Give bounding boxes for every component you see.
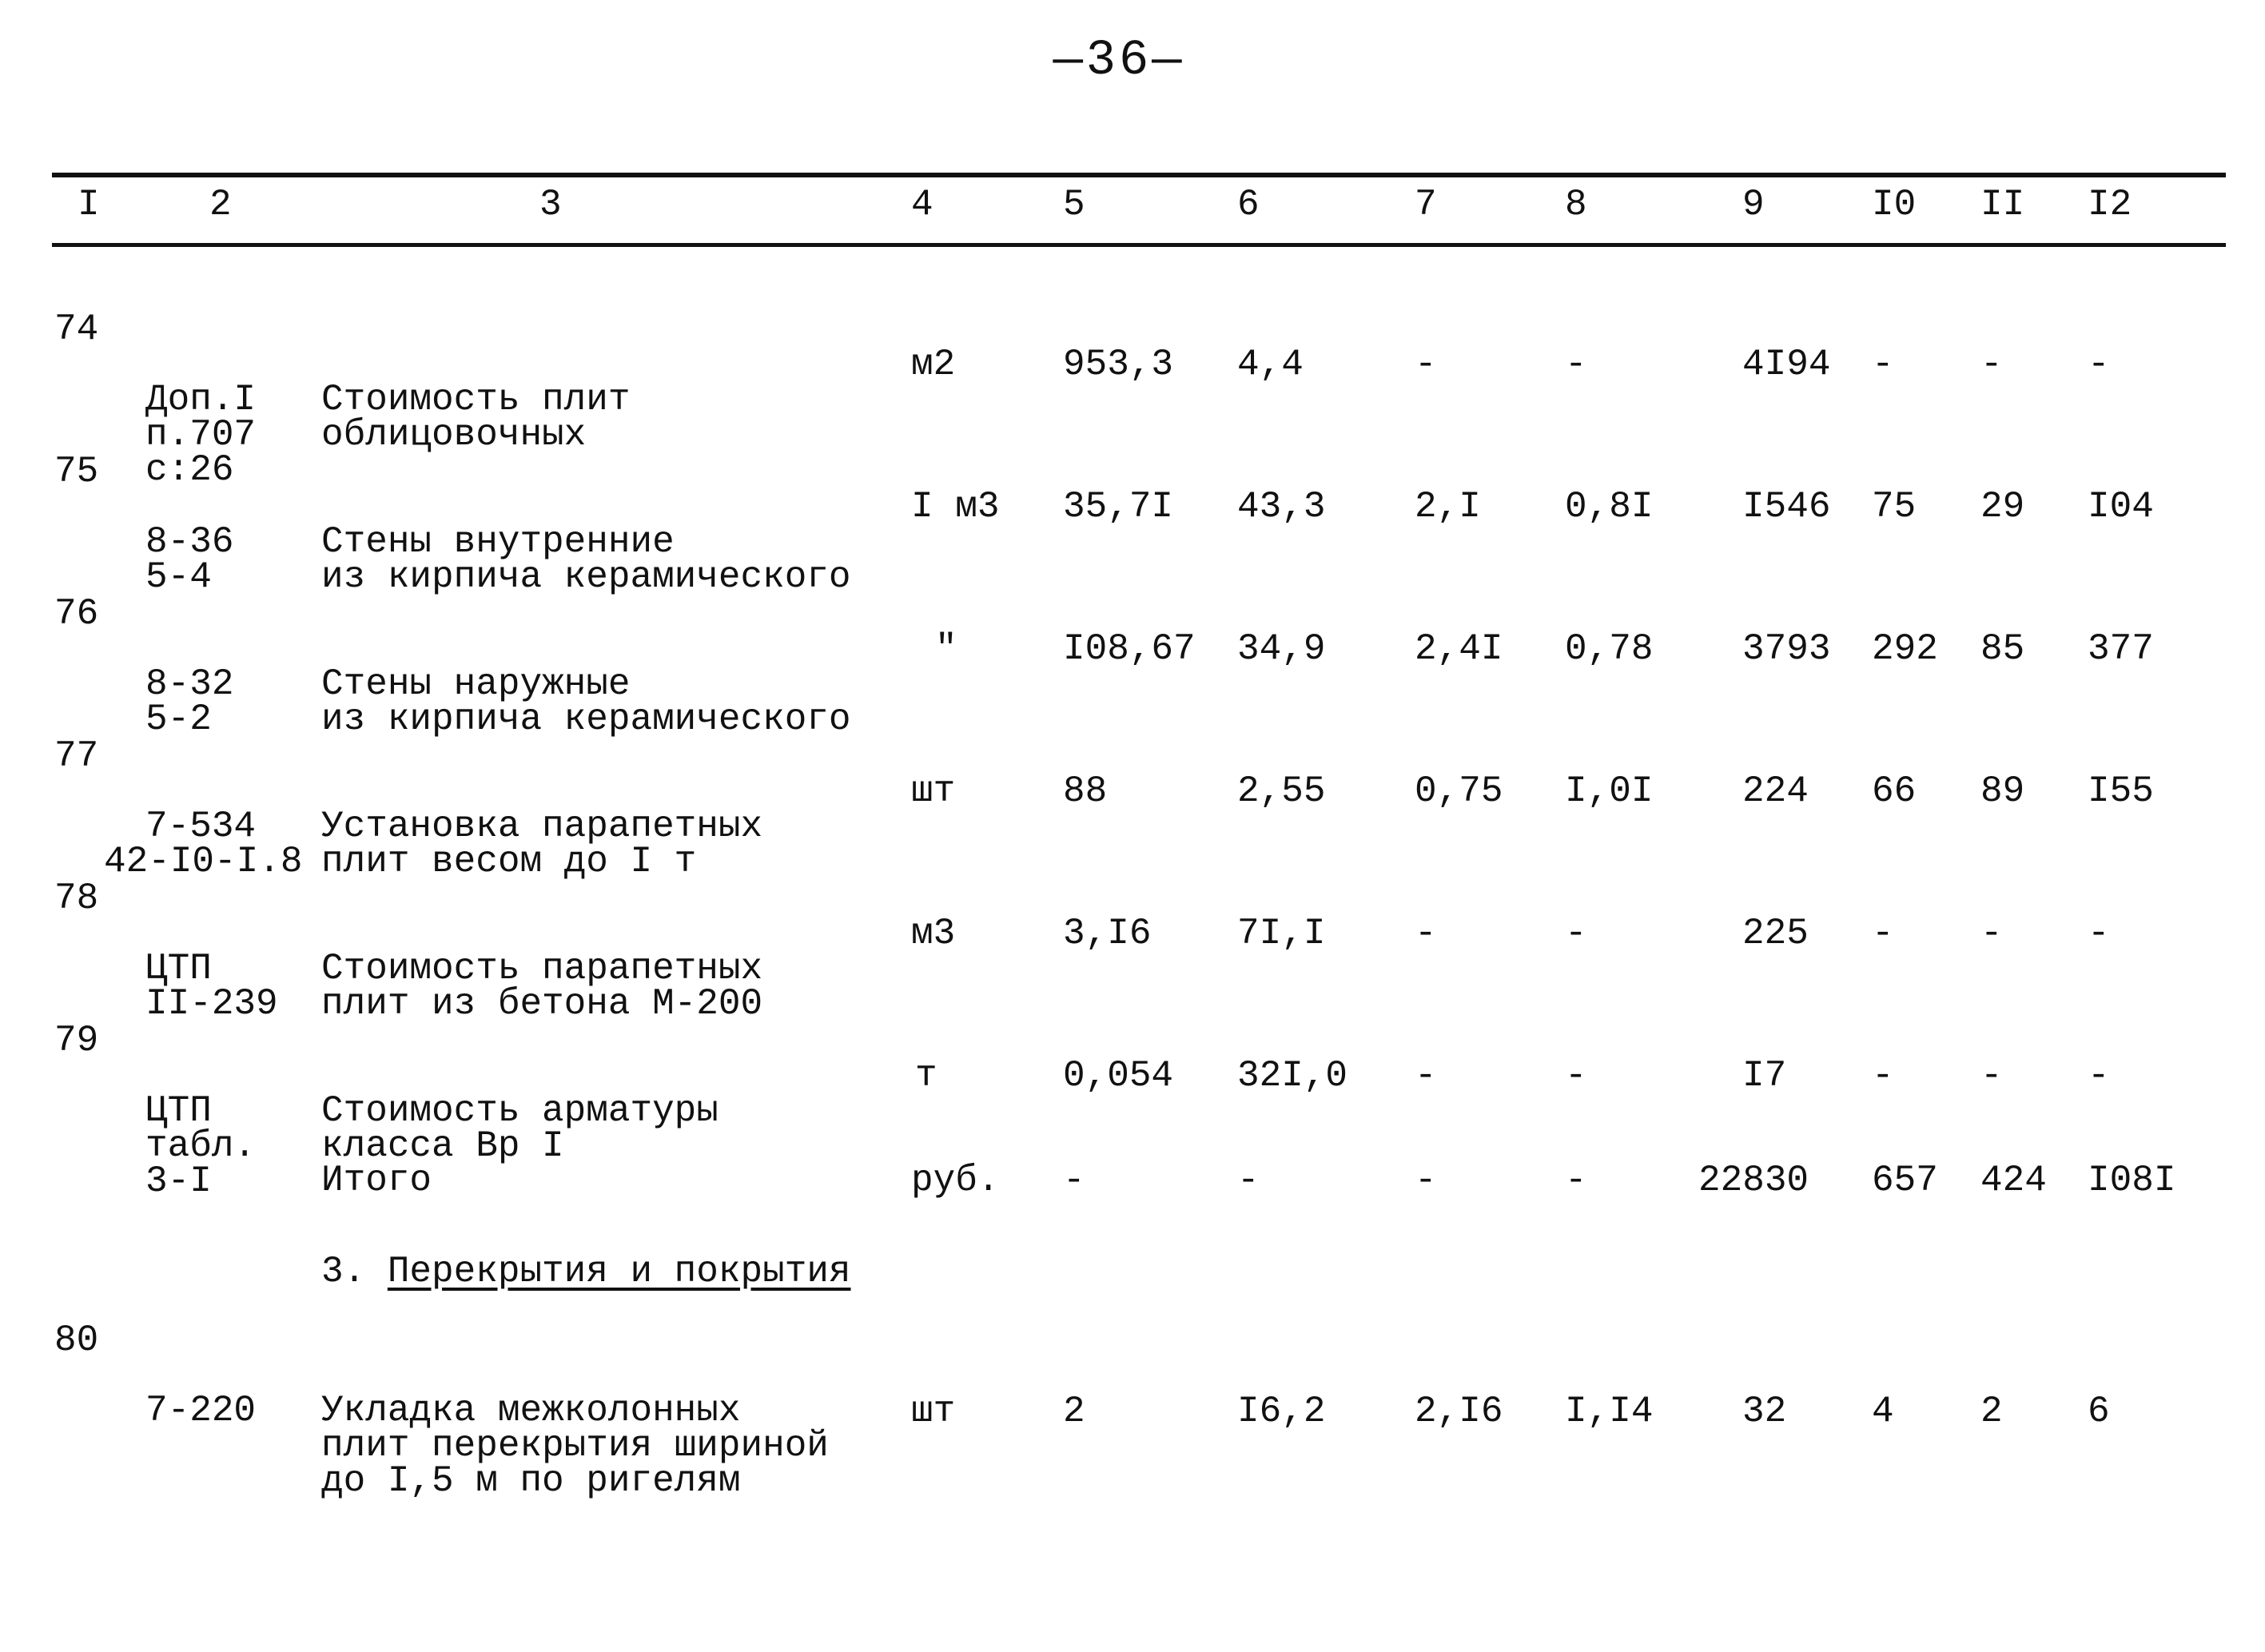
column-header-4: 4 <box>911 184 933 225</box>
column-header-8: 8 <box>1565 184 1587 225</box>
row-78-col8: - <box>1565 913 1587 954</box>
column-header-7: 7 <box>1415 184 1437 225</box>
column-header-10: I0 <box>1872 184 1917 225</box>
row-78-col9: 225 <box>1742 913 1809 954</box>
table-top-rule <box>52 173 2226 177</box>
row-79-code: ЦТП табл. 3-I <box>145 1090 257 1202</box>
column-header-9: 9 <box>1742 184 1765 225</box>
row-80-col11: 2 <box>1980 1391 2003 1432</box>
row-80-col7: 2,I6 <box>1415 1391 1503 1432</box>
row-77-col7: 0,75 <box>1415 770 1503 812</box>
total-col9: 22830 <box>1698 1160 1809 1201</box>
row-79-col10: - <box>1872 1055 1894 1097</box>
total-col6: - <box>1237 1160 1260 1201</box>
row-75-unit: I м3 <box>911 486 1000 527</box>
total-col7: - <box>1415 1160 1437 1201</box>
row-75-col11: 29 <box>1980 486 2025 527</box>
row-74-col12: - <box>2088 344 2110 385</box>
row-76-col5: I08,67 <box>1063 628 1196 670</box>
row-80-unit: шт <box>911 1391 956 1432</box>
row-75-col9: I546 <box>1742 486 1831 527</box>
row-76-col11: 85 <box>1980 628 2025 670</box>
row-77-name: Установка парапетных плит весом до I т <box>321 806 763 882</box>
row-75-col10: 75 <box>1872 486 1917 527</box>
page-number: —36— <box>1053 32 1185 89</box>
table-header-rule <box>52 243 2226 247</box>
row-80-col6: I6,2 <box>1237 1391 1326 1432</box>
row-79-col11: - <box>1980 1055 2003 1097</box>
row-75-col12: I04 <box>2088 486 2154 527</box>
row-74-col9: 4I94 <box>1742 344 1831 385</box>
row-76-unit: " <box>935 628 957 670</box>
row-74-col6: 4,4 <box>1237 344 1304 385</box>
row-80-col9: 32 <box>1742 1391 1787 1432</box>
row-75-name: Стены внутренние из кирпича керамического <box>321 521 851 598</box>
row-78-name: Стоимость парапетных плит из бетона М-200 <box>321 948 763 1025</box>
row-76-number: 76 <box>54 593 99 635</box>
row-74-col8: - <box>1565 344 1587 385</box>
section-number: 3. <box>321 1251 366 1292</box>
row-77-code: 7-534 42-I0-I.8 <box>104 806 303 882</box>
row-77-col6: 2,55 <box>1237 770 1326 812</box>
total-unit: руб. <box>911 1160 1000 1201</box>
row-77-number: 77 <box>54 735 99 777</box>
row-77-col10: 66 <box>1872 770 1917 812</box>
section-title-text: Перекрытия и покрытия <box>387 1251 851 1292</box>
row-74-col5: 953,3 <box>1063 344 1174 385</box>
row-75-number: 75 <box>54 451 99 492</box>
row-75-col7: 2,I <box>1415 486 1481 527</box>
row-78-number: 78 <box>54 878 99 919</box>
row-80-col12: 6 <box>2088 1391 2110 1432</box>
row-76-col6: 34,9 <box>1237 628 1326 670</box>
row-77-col9: 224 <box>1742 770 1809 812</box>
total-col12: I08I <box>2088 1160 2176 1201</box>
total-col8: - <box>1565 1160 1587 1201</box>
row-78-col6: 7I,I <box>1237 913 1326 954</box>
column-header-2: 2 <box>209 184 232 225</box>
row-79-col9: I7 <box>1742 1055 1787 1097</box>
row-74-name: Стоимость плит облицовочных <box>321 379 631 456</box>
row-77-unit: шт <box>911 770 956 812</box>
row-76-col12: 377 <box>2088 628 2154 670</box>
row-75-col6: 43,3 <box>1237 486 1326 527</box>
total-col5: - <box>1063 1160 1085 1201</box>
row-80-name: Укладка межколонных плит перекрытия шириной до I,5 м по ригелям <box>321 1390 829 1502</box>
row-74-unit: м2 <box>911 344 956 385</box>
row-80-col5: 2 <box>1063 1391 1085 1432</box>
row-77-col12: I55 <box>2088 770 2154 812</box>
row-79-col5: 0,054 <box>1063 1055 1174 1097</box>
row-77-col8: I,0I <box>1565 770 1654 812</box>
column-header-12: I2 <box>2088 184 2132 225</box>
row-74-col7: - <box>1415 344 1437 385</box>
row-76-name: Стены наружные из кирпича керамического <box>321 663 851 740</box>
total-label: Итого <box>321 1160 432 1201</box>
row-78-unit: м3 <box>911 913 956 954</box>
row-76-col7: 2,4I <box>1415 628 1503 670</box>
row-75-code: 8-36 5-4 <box>145 521 234 598</box>
row-79-col7: - <box>1415 1055 1437 1097</box>
column-header-1: I <box>78 184 100 225</box>
row-78-col5: 3,I6 <box>1063 913 1152 954</box>
row-80-number: 80 <box>54 1320 99 1361</box>
column-header-5: 5 <box>1063 184 1085 225</box>
row-77-col5: 88 <box>1063 770 1108 812</box>
row-79-col6: 32I,0 <box>1237 1055 1348 1097</box>
column-header-6: 6 <box>1237 184 1260 225</box>
row-75-col8: 0,8I <box>1565 486 1654 527</box>
row-78-col12: - <box>2088 913 2110 954</box>
row-74-col10: - <box>1872 344 1894 385</box>
row-74-number: 74 <box>54 309 99 350</box>
row-76-col9: 3793 <box>1742 628 1831 670</box>
row-79-col8: - <box>1565 1055 1587 1097</box>
row-78-col11: - <box>1980 913 2003 954</box>
column-header-3: 3 <box>539 184 562 225</box>
row-80-code: 7-220 <box>145 1390 257 1431</box>
total-col10: 657 <box>1872 1160 1938 1201</box>
row-78-code: ЦТП II-239 <box>145 948 278 1025</box>
row-77-col11: 89 <box>1980 770 2025 812</box>
row-79-number: 79 <box>54 1020 99 1061</box>
row-75-col5: 35,7I <box>1063 486 1174 527</box>
row-78-col10: - <box>1872 913 1894 954</box>
row-80-col10: 4 <box>1872 1391 1894 1432</box>
row-76-code: 8-32 5-2 <box>145 663 234 740</box>
row-74-col11: - <box>1980 344 2003 385</box>
row-78-col7: - <box>1415 913 1437 954</box>
total-col11: 424 <box>1980 1160 2047 1201</box>
row-74-code: Доп.I п.707 с:26 <box>145 379 257 491</box>
row-79-col12: - <box>2088 1055 2110 1097</box>
row-76-col10: 292 <box>1872 628 1938 670</box>
row-79-unit: т <box>915 1055 937 1097</box>
row-80-col8: I,I4 <box>1565 1391 1654 1432</box>
row-76-col8: 0,78 <box>1565 628 1654 670</box>
column-header-11: II <box>1980 184 2025 225</box>
row-79-name: Стоимость арматуры класса Вр I <box>321 1090 719 1167</box>
section-title <box>321 1251 851 1292</box>
